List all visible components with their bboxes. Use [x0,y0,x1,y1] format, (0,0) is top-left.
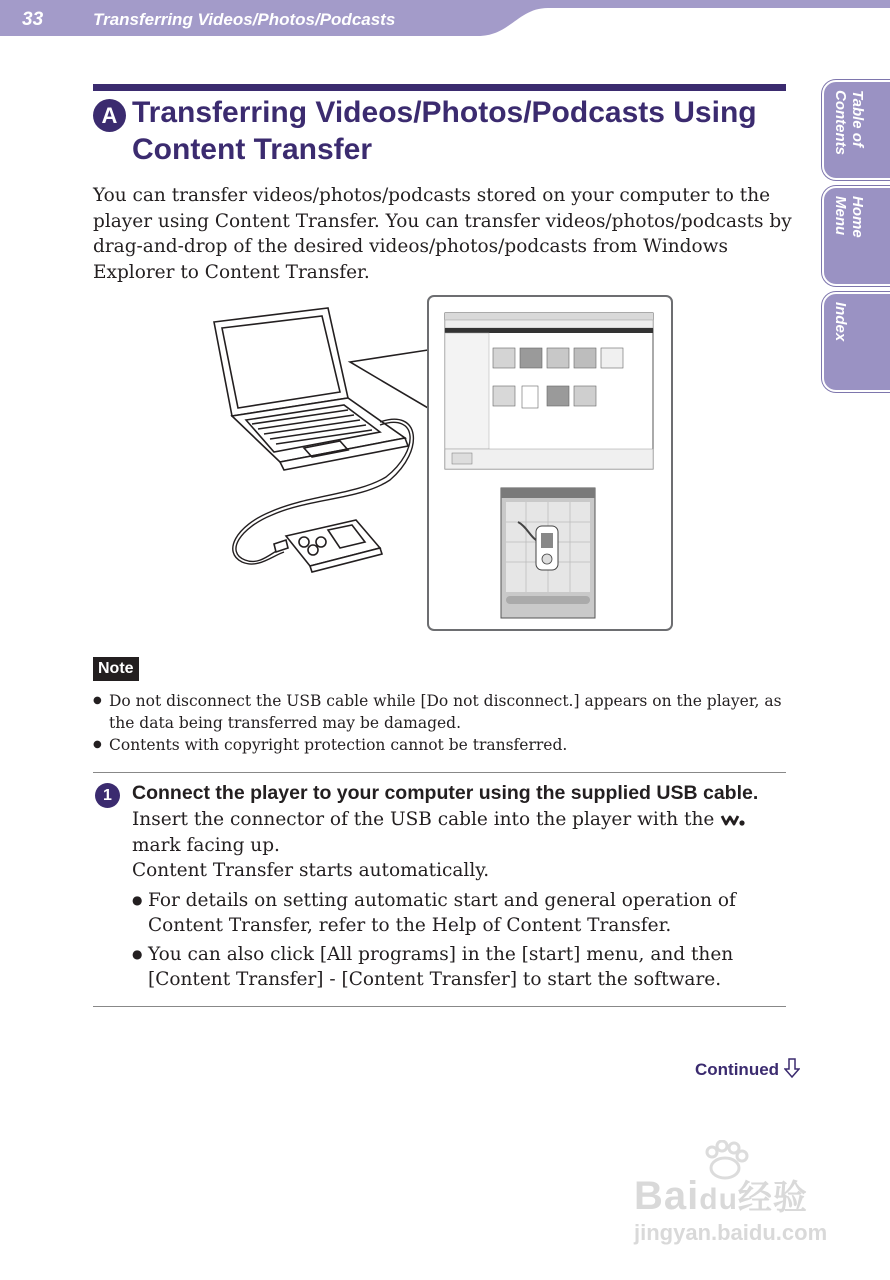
connection-illustration [200,290,680,635]
side-tab-table-of-contents[interactable] [822,80,890,180]
step-number-badge: 1 [95,783,120,808]
step-auto-start-text: Content Transfer starts automatically. [132,860,490,881]
watermark-cn: 经验 [737,1178,808,1218]
watermark-brand: Bai [634,1174,700,1218]
step-heading: Connect the player to your computer using the supplied USB cable. [132,782,759,804]
down-arrow-icon [784,1058,800,1078]
step-instruction-end: mark facing up. [132,834,280,856]
note-list [93,690,783,756]
note-item: ● Contents with copyright protection cannot be transferred. [93,734,783,756]
watermark-url: jingyan.baidu.com [634,1220,828,1245]
content-transfer-window-icon [501,488,595,618]
continued-link[interactable] [695,1058,800,1080]
note-label: Note [93,657,139,681]
laptop-icon [214,308,408,470]
side-tab-index[interactable] [822,292,890,392]
step-instruction-start: Insert the connector of the USB cable into the player with the [132,809,715,830]
step-hint-list [132,888,792,993]
header-section-title: Transferring Videos/Photos/Podcasts [93,10,396,29]
intro-paragraph: You can transfer videos/photos/podcasts stored on your computer to the player using Content Transfer. You can transfer videos/photos/podcasts by drag-and-drop of the desired videos/photos/podcasts from Windows Explorer to Content Transfer. [93,185,792,283]
side-tab-label: Home Menu [832,196,866,238]
page-number: 33 [22,9,44,30]
side-tab-home-menu[interactable] [822,186,890,286]
note-item: ● Do not disconnect the USB cable while [Do not disconnect.] appears on the player, as the data being transferred may be damaged. [93,690,783,734]
watermark-brand-tail: du [699,1183,738,1216]
explorer-window-icon [445,313,653,469]
continued-label: Continued [695,1060,780,1079]
player-icon [274,520,382,572]
section-badge: A [93,99,126,132]
step-hint-item: ● For details on setting automatic start and general operation of Content Transfer, refer to the Help of Content Transfer. [132,888,792,939]
step-instruction [132,807,792,858]
divider [93,1006,786,1007]
divider [93,772,786,773]
step-body [132,807,792,996]
page-title: Transferring Videos/Photos/Podcasts Using Content Transfer [132,96,757,166]
step-hint-item: ● You can also click [All programs] in the [start] menu, and then [Content Transfer] - [Content Transfer] to start the software. [132,942,792,993]
side-tab-label: Index [832,302,849,342]
title-rule [93,84,786,91]
walkman-logo-icon [720,813,746,827]
side-tab-label: Table of Contents [832,90,866,155]
